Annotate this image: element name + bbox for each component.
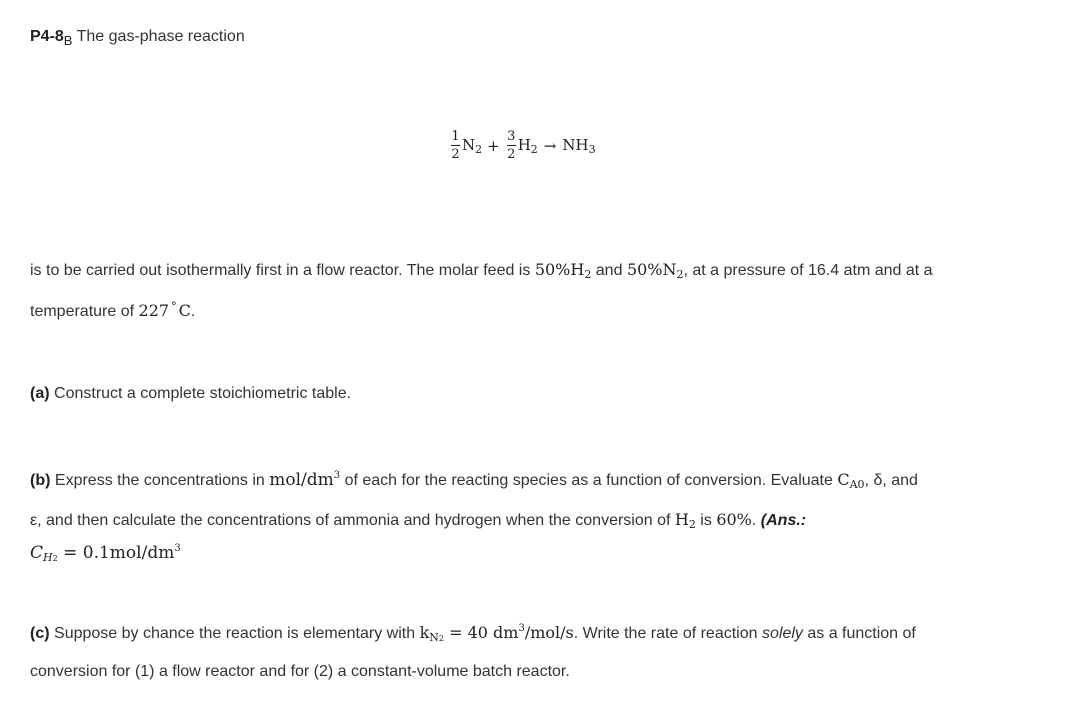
- feed-line-1: is to be carried out isothermally first in a flow reactor. The molar feed is $50\%H_2$ and $50\%N_2$, at a pressure of 16.4 atm and at a: [30, 260, 933, 281]
- rate-constant: $k_{N2} = 40$ $dm^3/mol/s$: [419, 623, 574, 644]
- answer-formula: $C_{H2} = 0.1mol/dm^3$: [30, 543, 181, 564]
- conversion-value: 60%: [716, 510, 752, 529]
- plus-sign: +: [487, 136, 500, 155]
- problem-heading: [30, 28, 245, 48]
- concentration-unit: mol/$dm^3$: [269, 470, 341, 490]
- reaction-arrow: →: [543, 136, 557, 155]
- part-a: [30, 385, 351, 403]
- part-b-line-1: (b) Express the concentrations in mol/$dm^3$ of each for the reacting species as a function of conversion. Evaluate $C_{A0}$, δ, and: [30, 470, 918, 491]
- problem-intro: The gas-phase reaction: [76, 28, 245, 45]
- feed-h2: $50\%H_2$: [534, 260, 592, 281]
- fraction-one-half: $\frac{1}{2}$: [451, 129, 460, 162]
- feed-line-2: temperature of 227 ° C.: [30, 300, 196, 320]
- feed-n2: $50\%N_2$: [626, 260, 684, 281]
- solely-emphasis: solely: [761, 625, 803, 642]
- part-a-text: Construct a complete stoichiometric table.: [54, 385, 352, 402]
- ca0-symbol: $C_{A0}$: [837, 470, 865, 491]
- part-a-label: (a): [30, 385, 50, 402]
- part-b-label: (b): [30, 472, 51, 489]
- temperature-value: 227 ° C: [138, 300, 191, 320]
- species-h2: $H_2$: [517, 135, 538, 156]
- part-c-line-2: conversion for (1) a flow reactor and for (2) a constant-volume batch reactor.: [30, 663, 570, 680]
- part-c-label: (c): [30, 625, 50, 642]
- answer-label: (Ans.:: [760, 512, 807, 529]
- part-c-line-1: (c) Suppose by chance the reaction is elementary with $k_{N2} = 40$ $dm^3/mol/s$. Write the rate of reaction solely as a function of: [30, 623, 916, 644]
- fraction-three-halves: $\frac{3}{2}$: [507, 129, 516, 162]
- part-b-line-2: ε, and then calculate the concentrations of ammonia and hydrogen when the conversion of $H_2$ is 60%. (Ans.:: [30, 510, 807, 531]
- h2-symbol: $H_2$: [674, 510, 696, 531]
- problem-id: $P4-8_B$: [30, 28, 73, 48]
- product-nh3: $NH_3$: [562, 135, 596, 156]
- species-n2: $N_2$: [462, 135, 483, 156]
- reaction-equation: [449, 130, 596, 161]
